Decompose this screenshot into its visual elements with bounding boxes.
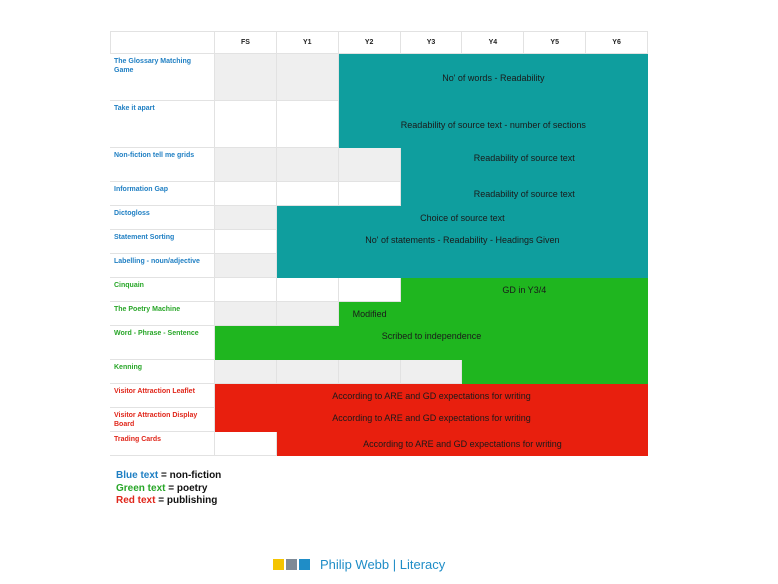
grid-cell [277,148,339,182]
row-label: Word - Phrase - Sentence [110,326,215,360]
column-header-y1: Y1 [277,31,339,54]
grid-cell [339,278,401,302]
progression-bar: No' of statements - Readability - Headings Given [277,230,648,254]
grid-cell [215,254,277,278]
progression-bar: Choice of source text [277,206,648,230]
progression-bar: Readability of source text - number of sections [339,101,648,148]
progression-bar: According to ARE and GD expectations for writing [215,408,648,432]
progression-bar: According to ARE and GD expectations for writing [277,432,648,456]
progression-bar [462,360,648,384]
progression-bar: According to ARE and GD expectations for writing [215,384,648,408]
legend-meaning: = non-fiction [158,470,222,481]
row-label: Cinquain [110,278,215,302]
grid-cell [277,302,339,326]
row-label: Visitor Attraction Display Board [110,408,215,432]
legend-colored-text: Blue text [116,470,159,481]
column-header-fs: FS [215,31,277,54]
column-header-y2: Y2 [339,31,401,54]
header-corner-cell [110,31,215,54]
legend-colored-text: Red text [116,495,156,506]
row-label: Take it apart [110,101,215,148]
row-label: Information Gap [110,182,215,206]
footer-branding [273,557,445,572]
column-header-y6: Y6 [586,31,648,54]
row-label: Labelling - noun/adjective [110,254,215,278]
row-label: Trading Cards [110,432,215,456]
legend-colored-text: Green text [116,482,166,494]
legend-row-non-fiction [116,470,221,483]
column-header-y3: Y3 [401,31,463,54]
grid-cell [277,360,339,384]
row-label: The Glossary Matching Game [110,54,215,101]
grid-cell [401,360,463,384]
curriculum-grid [110,31,648,454]
column-header-y4: Y4 [462,31,524,54]
row-label: Non-fiction tell me grids [110,148,215,182]
row-label: Visitor Attraction Leaflet [110,384,215,408]
row-label: Kenning [110,360,215,384]
grid-cell [215,206,277,230]
progression-bar: Readability of source text [401,148,648,182]
column-header-y5: Y5 [524,31,586,54]
progression-bar: Scribed to independence [215,326,648,360]
progression-bar: GD in Y3/4 [401,278,648,302]
progression-bar [277,254,648,278]
grid-cell [215,432,277,456]
grid-cell [215,182,277,206]
row-label: The Poetry Machine [110,302,215,326]
grid-cell [277,278,339,302]
footer-title: Philip Webb | Literacy [320,557,446,572]
logo-square-yellow [273,559,284,570]
grid-cell [339,182,401,206]
grid-cell [215,101,277,148]
legend-meaning: = publishing [155,495,218,506]
grid-cell [215,230,277,254]
progression-bar: Modified [339,302,401,326]
logo-square-grey [286,559,297,570]
legend [116,470,221,508]
progression-bar [401,302,648,326]
legend-row-poetry [116,483,221,496]
grid-cell [339,148,401,182]
grid-cell [215,360,277,384]
grid-cell [339,360,401,384]
grid-cell [215,302,277,326]
logo-square-blue [299,559,310,570]
grid-cell [277,101,339,148]
progression-bar: Readability of source text [401,182,648,206]
legend-meaning: = poetry [165,482,208,494]
grid-cell [277,54,339,101]
legend-row-publishing [116,495,221,508]
grid-cell [277,182,339,206]
row-label: Statement Sorting [110,230,215,254]
row-label: Dictogloss [110,206,215,230]
progression-bar: No' of words - Readability [339,54,648,101]
grid-cell [215,148,277,182]
grid-cell [215,54,277,101]
grid-cell [215,278,277,302]
